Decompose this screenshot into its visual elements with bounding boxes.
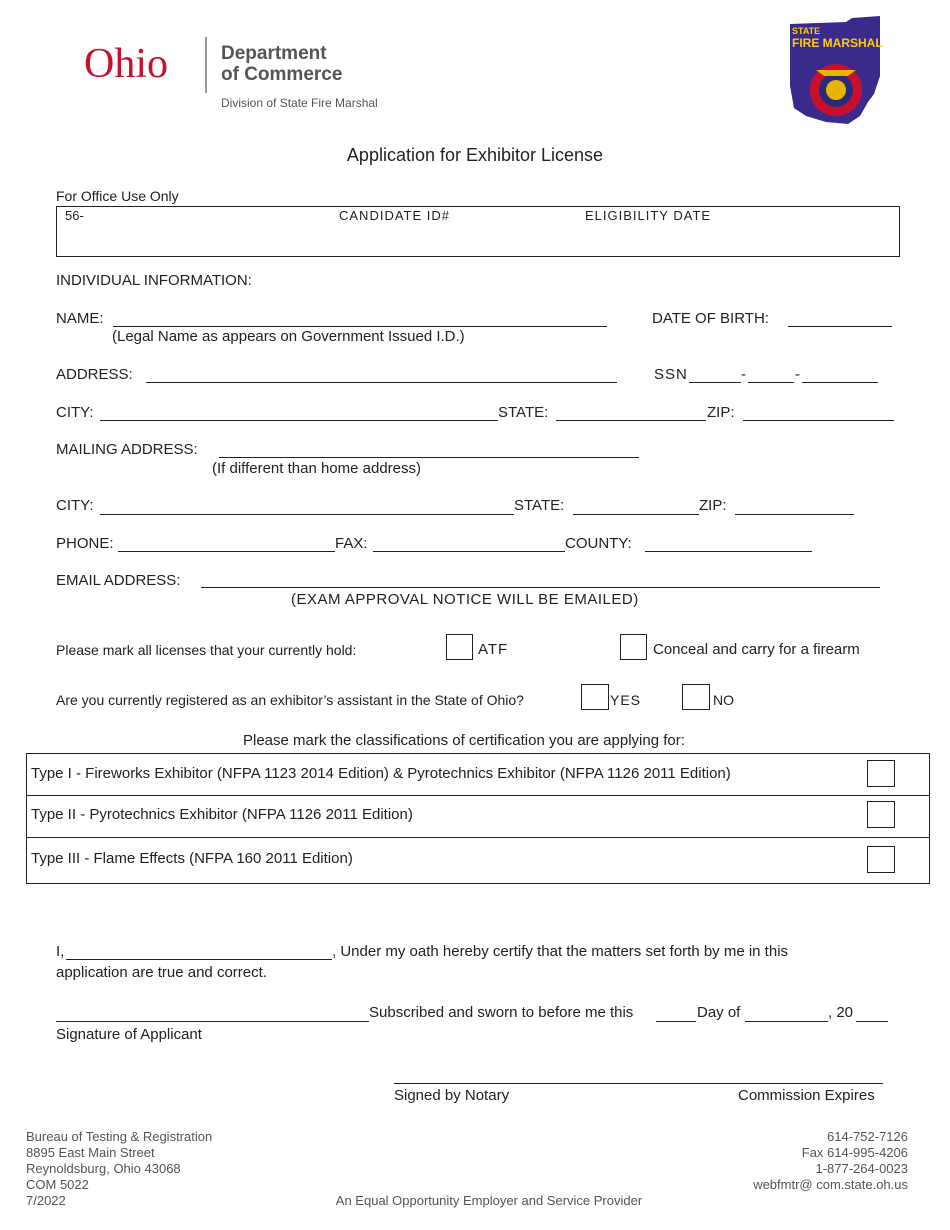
applicant-signature-field[interactable] (56, 1021, 369, 1022)
type3-checkbox[interactable] (867, 846, 895, 873)
classification-label-type2: Type II - Pyrotechnics Exhibitor (NFPA 1126 2011 Edition) (31, 806, 413, 823)
mailing-note: (If different than home address) (212, 460, 422, 477)
footer-email[interactable]: webfmtr@ com.state.oh.us (753, 1177, 908, 1192)
office-use-box (56, 206, 900, 257)
city2-field[interactable] (100, 514, 514, 515)
seal-top-text: STATE (792, 26, 821, 36)
assistant-yes-checkbox[interactable] (581, 684, 609, 710)
zip2-label: ZIP: (699, 497, 727, 514)
dept-line1: Department (221, 43, 327, 64)
mailing-field[interactable] (219, 457, 639, 458)
ssn-dash-2: - (795, 366, 800, 383)
ccw-label: Conceal and carry for a firearm (653, 641, 860, 658)
email-field[interactable] (201, 587, 880, 588)
email-note: (EXAM APPROVAL NOTICE WILL BE EMAILED) (291, 591, 639, 608)
state2-field[interactable] (573, 514, 699, 515)
commission-label: Commission Expires (738, 1087, 875, 1104)
county-label: COUNTY: (565, 535, 632, 552)
oath-line2: application are true and correct. (56, 964, 267, 981)
ssn-dash-1: - (741, 366, 746, 383)
individual-heading: INDIVIDUAL INFORMATION: (56, 272, 252, 289)
ssn-field-3[interactable] (802, 382, 878, 383)
footer-fax: Fax 614-995-4206 (801, 1145, 908, 1160)
office-prefix: 56- (65, 208, 84, 223)
zip2-field[interactable] (735, 514, 854, 515)
mailing-label: MAILING ADDRESS: (56, 441, 198, 458)
fax-label: FAX: (335, 535, 368, 552)
footer-right (753, 1129, 908, 1193)
name-note: (Legal Name as appears on Government Issued I.D.) (112, 328, 465, 345)
type2-checkbox[interactable] (867, 801, 895, 828)
fire-marshal-seal (786, 16, 882, 126)
ccw-checkbox[interactable] (620, 634, 647, 660)
classification-label-type1: Type I - Fireworks Exhibitor (NFPA 1123 2014 Edition) & Pyrotechnics Exhibitor (NFPA 1126 2011 Edition) (31, 765, 731, 782)
classification-row-type1 (26, 753, 930, 796)
dob-label: DATE OF BIRTH: (652, 310, 769, 327)
day-of-label: Day of (697, 1004, 741, 1021)
logo-ohio-text: Ohio (84, 41, 168, 87)
zip-label: ZIP: (707, 404, 735, 421)
ssn-field-1[interactable] (689, 382, 741, 383)
classifications-prompt: Please mark the classifications of certification you are applying for: (243, 732, 685, 749)
address-field[interactable] (146, 382, 617, 383)
assistant-question: Are you currently registered as an exhibitor’s assistant in the State of Ohio? (56, 692, 524, 708)
county-field[interactable] (645, 551, 812, 552)
footer-tollfree: 1-877-264-0023 (815, 1161, 908, 1176)
name-field[interactable] (113, 326, 607, 327)
dob-field[interactable] (788, 326, 892, 327)
footer-form-number: COM 5022 (26, 1177, 89, 1192)
email-label: EMAIL ADDRESS: (56, 572, 181, 589)
signature-label: Signature of Applicant (56, 1026, 202, 1043)
footer-bureau: Bureau of Testing & Registration (26, 1129, 213, 1144)
footer-date: 7/2022 (26, 1193, 66, 1208)
form-title: Application for Exhibitor License (346, 145, 604, 165)
state-field[interactable] (556, 420, 706, 421)
signed-notary-label: Signed by Notary (394, 1087, 510, 1104)
assistant-no-label: NO (713, 692, 734, 708)
atf-checkbox[interactable] (446, 634, 473, 660)
atf-label: ATF (478, 641, 509, 658)
type1-checkbox[interactable] (867, 760, 895, 787)
seal-main-text: FIRE MARSHAL (792, 36, 883, 50)
division-name: Division of State Fire Marshal (221, 96, 378, 110)
classification-label-type3: Type III - Flame Effects (NFPA 160 2011 Edition) (31, 850, 353, 867)
assistant-no-checkbox[interactable] (682, 684, 710, 710)
city2-label: CITY: (56, 497, 94, 514)
oath-name-field[interactable] (66, 959, 332, 960)
dept-line2: of Commerce (221, 64, 343, 85)
classification-row-type2 (26, 795, 930, 838)
year-field[interactable] (856, 1021, 888, 1022)
eligibility-date-label: ELIGIBILITY DATE (585, 208, 712, 223)
assistant-yes-label: YES (610, 692, 642, 708)
footer-street: 8895 East Main Street (26, 1145, 155, 1160)
phone-label: PHONE: (56, 535, 114, 552)
zip-field[interactable] (743, 420, 894, 421)
notary-line[interactable] (394, 1083, 883, 1084)
footer-phone: 614-752-7126 (827, 1129, 908, 1144)
phone-field[interactable] (118, 551, 335, 552)
office-use-label: For Office Use Only (56, 188, 179, 204)
logo-divider (205, 37, 207, 93)
address-label: ADDRESS: (56, 366, 133, 383)
candidate-id-label: CANDIDATE ID# (339, 208, 450, 223)
state2-label: STATE: (514, 497, 565, 514)
licenses-prompt: Please mark all licenses that your currently hold: (56, 642, 357, 658)
footer-city: Reynoldsburg, Ohio 43068 (26, 1161, 181, 1176)
month-field[interactable] (745, 1021, 828, 1022)
ssn-field-2[interactable] (748, 382, 794, 383)
oath-i: I, (56, 943, 65, 960)
ohio-logo (84, 40, 168, 88)
ssn-label: SSN (654, 366, 688, 383)
state-label: STATE: (498, 404, 549, 421)
fax-field[interactable] (373, 551, 565, 552)
name-label: NAME: (56, 310, 104, 327)
classification-row-type3 (26, 838, 930, 884)
oath-line1: , Under my oath hereby certify that the matters set forth by me in this (332, 943, 789, 960)
year-prefix: , 20 (828, 1004, 854, 1021)
city-label: CITY: (56, 404, 94, 421)
subscribed-label: Subscribed and sworn to before me this (369, 1004, 634, 1021)
city-field[interactable] (100, 420, 498, 421)
day-field[interactable] (656, 1021, 696, 1022)
footer-eeo: An Equal Opportunity Employer and Service Provider (335, 1193, 643, 1208)
